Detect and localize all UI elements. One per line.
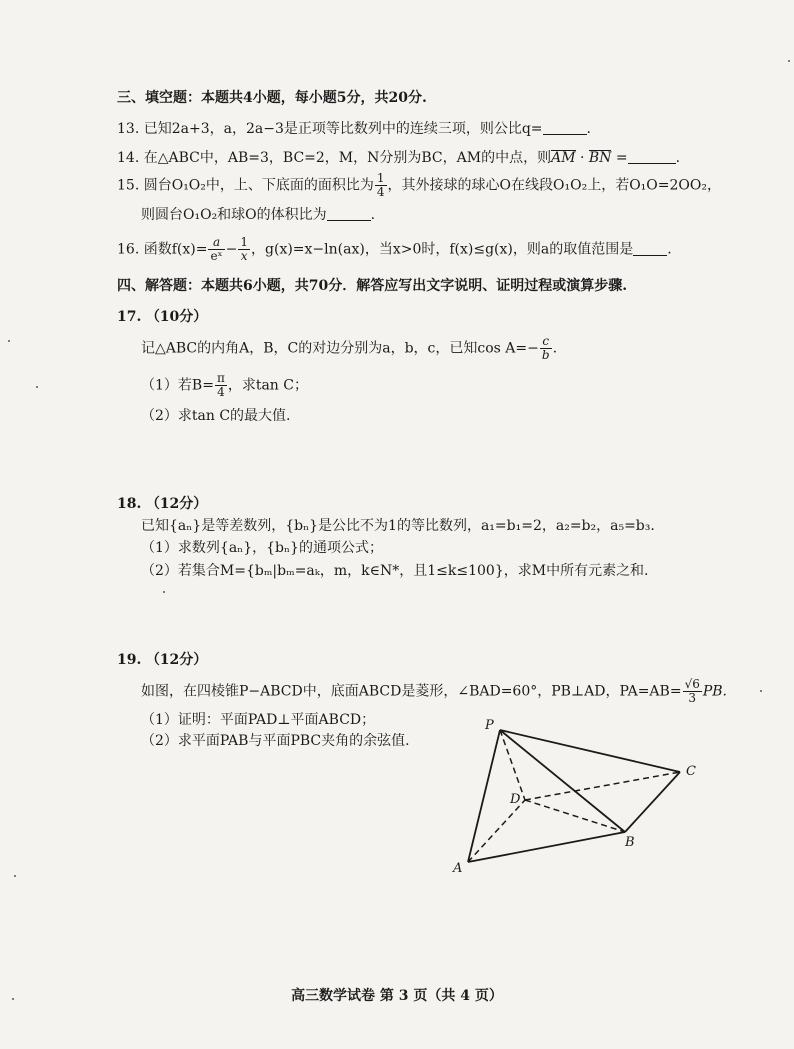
- question-14: [117, 148, 680, 168]
- section3-title: 三、填空题：本题共4小题，每小题5分，共20分.: [117, 90, 427, 106]
- q17-p1-text-a: （1）若B=: [141, 377, 214, 394]
- q13-end: .: [586, 121, 591, 137]
- q15-fraction: [375, 172, 387, 199]
- edge-db-dashed: [525, 800, 625, 832]
- q17-stem-den: b: [541, 348, 550, 362]
- q18-part2: （2）若集合M={bₘ|bₘ=aₖ，m，k∈N*，且1≤k≤100}，求M中所有元素之和.: [141, 563, 649, 579]
- q17-stem-fraction: [540, 335, 552, 362]
- q15-number: 15.: [117, 177, 140, 194]
- page-footer: 高三数学试卷 第 3 页（共 4 页）: [291, 988, 503, 1004]
- question-15: [117, 172, 721, 199]
- q19-part1: （1）证明：平面PAD⊥平面ABCD；: [141, 712, 376, 728]
- question-17-header: [117, 307, 207, 327]
- q17-number: 17.: [117, 309, 142, 325]
- scan-speck: [788, 60, 790, 62]
- question-17-part1: [141, 372, 308, 399]
- question-16: [117, 236, 672, 263]
- q16-f1-den: eˣ: [210, 249, 223, 263]
- q19-stem-den: 3: [688, 691, 697, 705]
- q14-dot: ·: [575, 150, 589, 166]
- q18-stem: 已知{aₙ}是等差数列，{bₙ}是公比不为1的等比数列，a₁=b₁=2，a₂=b₂，a₅=b₃.: [141, 518, 655, 534]
- q17-stem-text: 记△ABC的内角A，B，C的对边分别为a，b，c，已知cos A=−: [141, 340, 539, 357]
- q19-score: （12分）: [145, 652, 208, 668]
- q16-f2-den: x: [240, 249, 248, 263]
- scan-speck: [760, 690, 762, 692]
- q16-fraction-2: [238, 236, 250, 263]
- q19-number: 19.: [117, 652, 142, 668]
- edge-pa: [468, 730, 500, 862]
- q13-answer-blank: [543, 120, 587, 135]
- q14-text: 在△ABC中，AB=3，BC=2，M，N分别为BC，AM的中点，则: [143, 150, 552, 166]
- question-15-line2: [141, 205, 375, 225]
- question-17-stem: [141, 335, 557, 362]
- q15-answer-blank: [327, 206, 371, 221]
- q19-part2: （2）求平面PAB与平面PBC夹角的余弦值.: [141, 733, 410, 749]
- q17-part2: （2）求tan C的最大值.: [141, 408, 291, 424]
- question-13: [117, 119, 591, 139]
- q16-fraction-1: [208, 236, 224, 263]
- q14-number: 14.: [117, 150, 140, 166]
- q19-stem-fraction: [683, 678, 702, 705]
- q14-vector-bn: BN: [588, 150, 612, 166]
- scan-speck: [14, 875, 16, 877]
- q17-stem-num: c: [540, 335, 552, 349]
- question-19-header: [117, 650, 207, 670]
- label-c: C: [686, 764, 696, 779]
- q19-stem-text: 如图，在四棱锥P−ABCD中，底面ABCD是菱形，∠BAD=60°，PB⊥AD，PA=AB=: [141, 683, 682, 700]
- q14-end: .: [675, 150, 681, 166]
- scan-speck: [36, 386, 38, 388]
- q13-number: 13.: [117, 121, 140, 137]
- label-b: B: [625, 835, 635, 850]
- q16-answer-blank: [633, 241, 667, 256]
- q16-text-a: 函数f(x)=: [143, 241, 208, 258]
- q14-answer-blank: [628, 149, 676, 164]
- q17-p1-den: 4: [217, 385, 225, 399]
- q18-score: （12分）: [145, 496, 208, 512]
- q19-stem-end: PB.: [702, 683, 728, 700]
- label-d: D: [510, 792, 521, 807]
- q16-f1-num: a: [208, 236, 224, 250]
- q16-f2-num: 1: [240, 235, 249, 249]
- q17-score: （10分）: [145, 309, 208, 325]
- q15-line2: 则圆台O₁O₂和球O的体积比为: [141, 207, 327, 223]
- q17-p1-text-b: ，求tan C；: [227, 377, 308, 394]
- q17-stem-end: .: [552, 340, 558, 357]
- q17-p1-num: π: [216, 371, 225, 385]
- q19-stem-num: √6: [684, 677, 700, 691]
- edge-dc-dashed: [525, 772, 680, 800]
- question-18-header: [117, 494, 207, 514]
- q16-text-b: ，g(x)=x−ln(ax)，当x>0时，f(x)≤g(x)，则a的取值范围是: [251, 241, 634, 258]
- q17-p1-fraction: [215, 372, 227, 399]
- q15-frac-den: 4: [376, 185, 385, 199]
- section4-title: 四、解答题：本题共6小题，共70分．解答应写出文字说明、证明过程或演算步骤.: [117, 278, 628, 294]
- q14-eq: =: [611, 150, 628, 166]
- scan-speck: [8, 340, 10, 342]
- q18-part1: （1）求数列{aₙ}，{bₙ}的通项公式；: [141, 540, 383, 556]
- q16-minus: −: [225, 241, 238, 258]
- pyramid-figure: [440, 705, 720, 880]
- label-a: A: [453, 861, 463, 876]
- q16-end: .: [667, 241, 672, 258]
- q15-text-b: ，其外接球的球心O在线段O₁O₂上，若O₁O=2OO₂，: [387, 177, 721, 194]
- q15-end: .: [370, 207, 376, 223]
- q18-number: 18.: [117, 496, 142, 512]
- q14-vector-am: AM: [551, 150, 576, 166]
- scan-speck: [12, 998, 14, 1000]
- edge-bc: [625, 772, 680, 832]
- question-19-stem: [141, 678, 727, 705]
- q16-number: 16.: [117, 241, 140, 258]
- q15-frac-num: 1: [376, 171, 385, 185]
- q15-text-a: 圆台O₁O₂中，上、下底面的面积比为: [143, 177, 374, 194]
- scan-speck: [163, 591, 165, 593]
- q13-text: 已知2a+3，a，2a−3是正项等比数列中的连续三项，则公比q=: [143, 121, 543, 137]
- label-p: P: [485, 718, 494, 733]
